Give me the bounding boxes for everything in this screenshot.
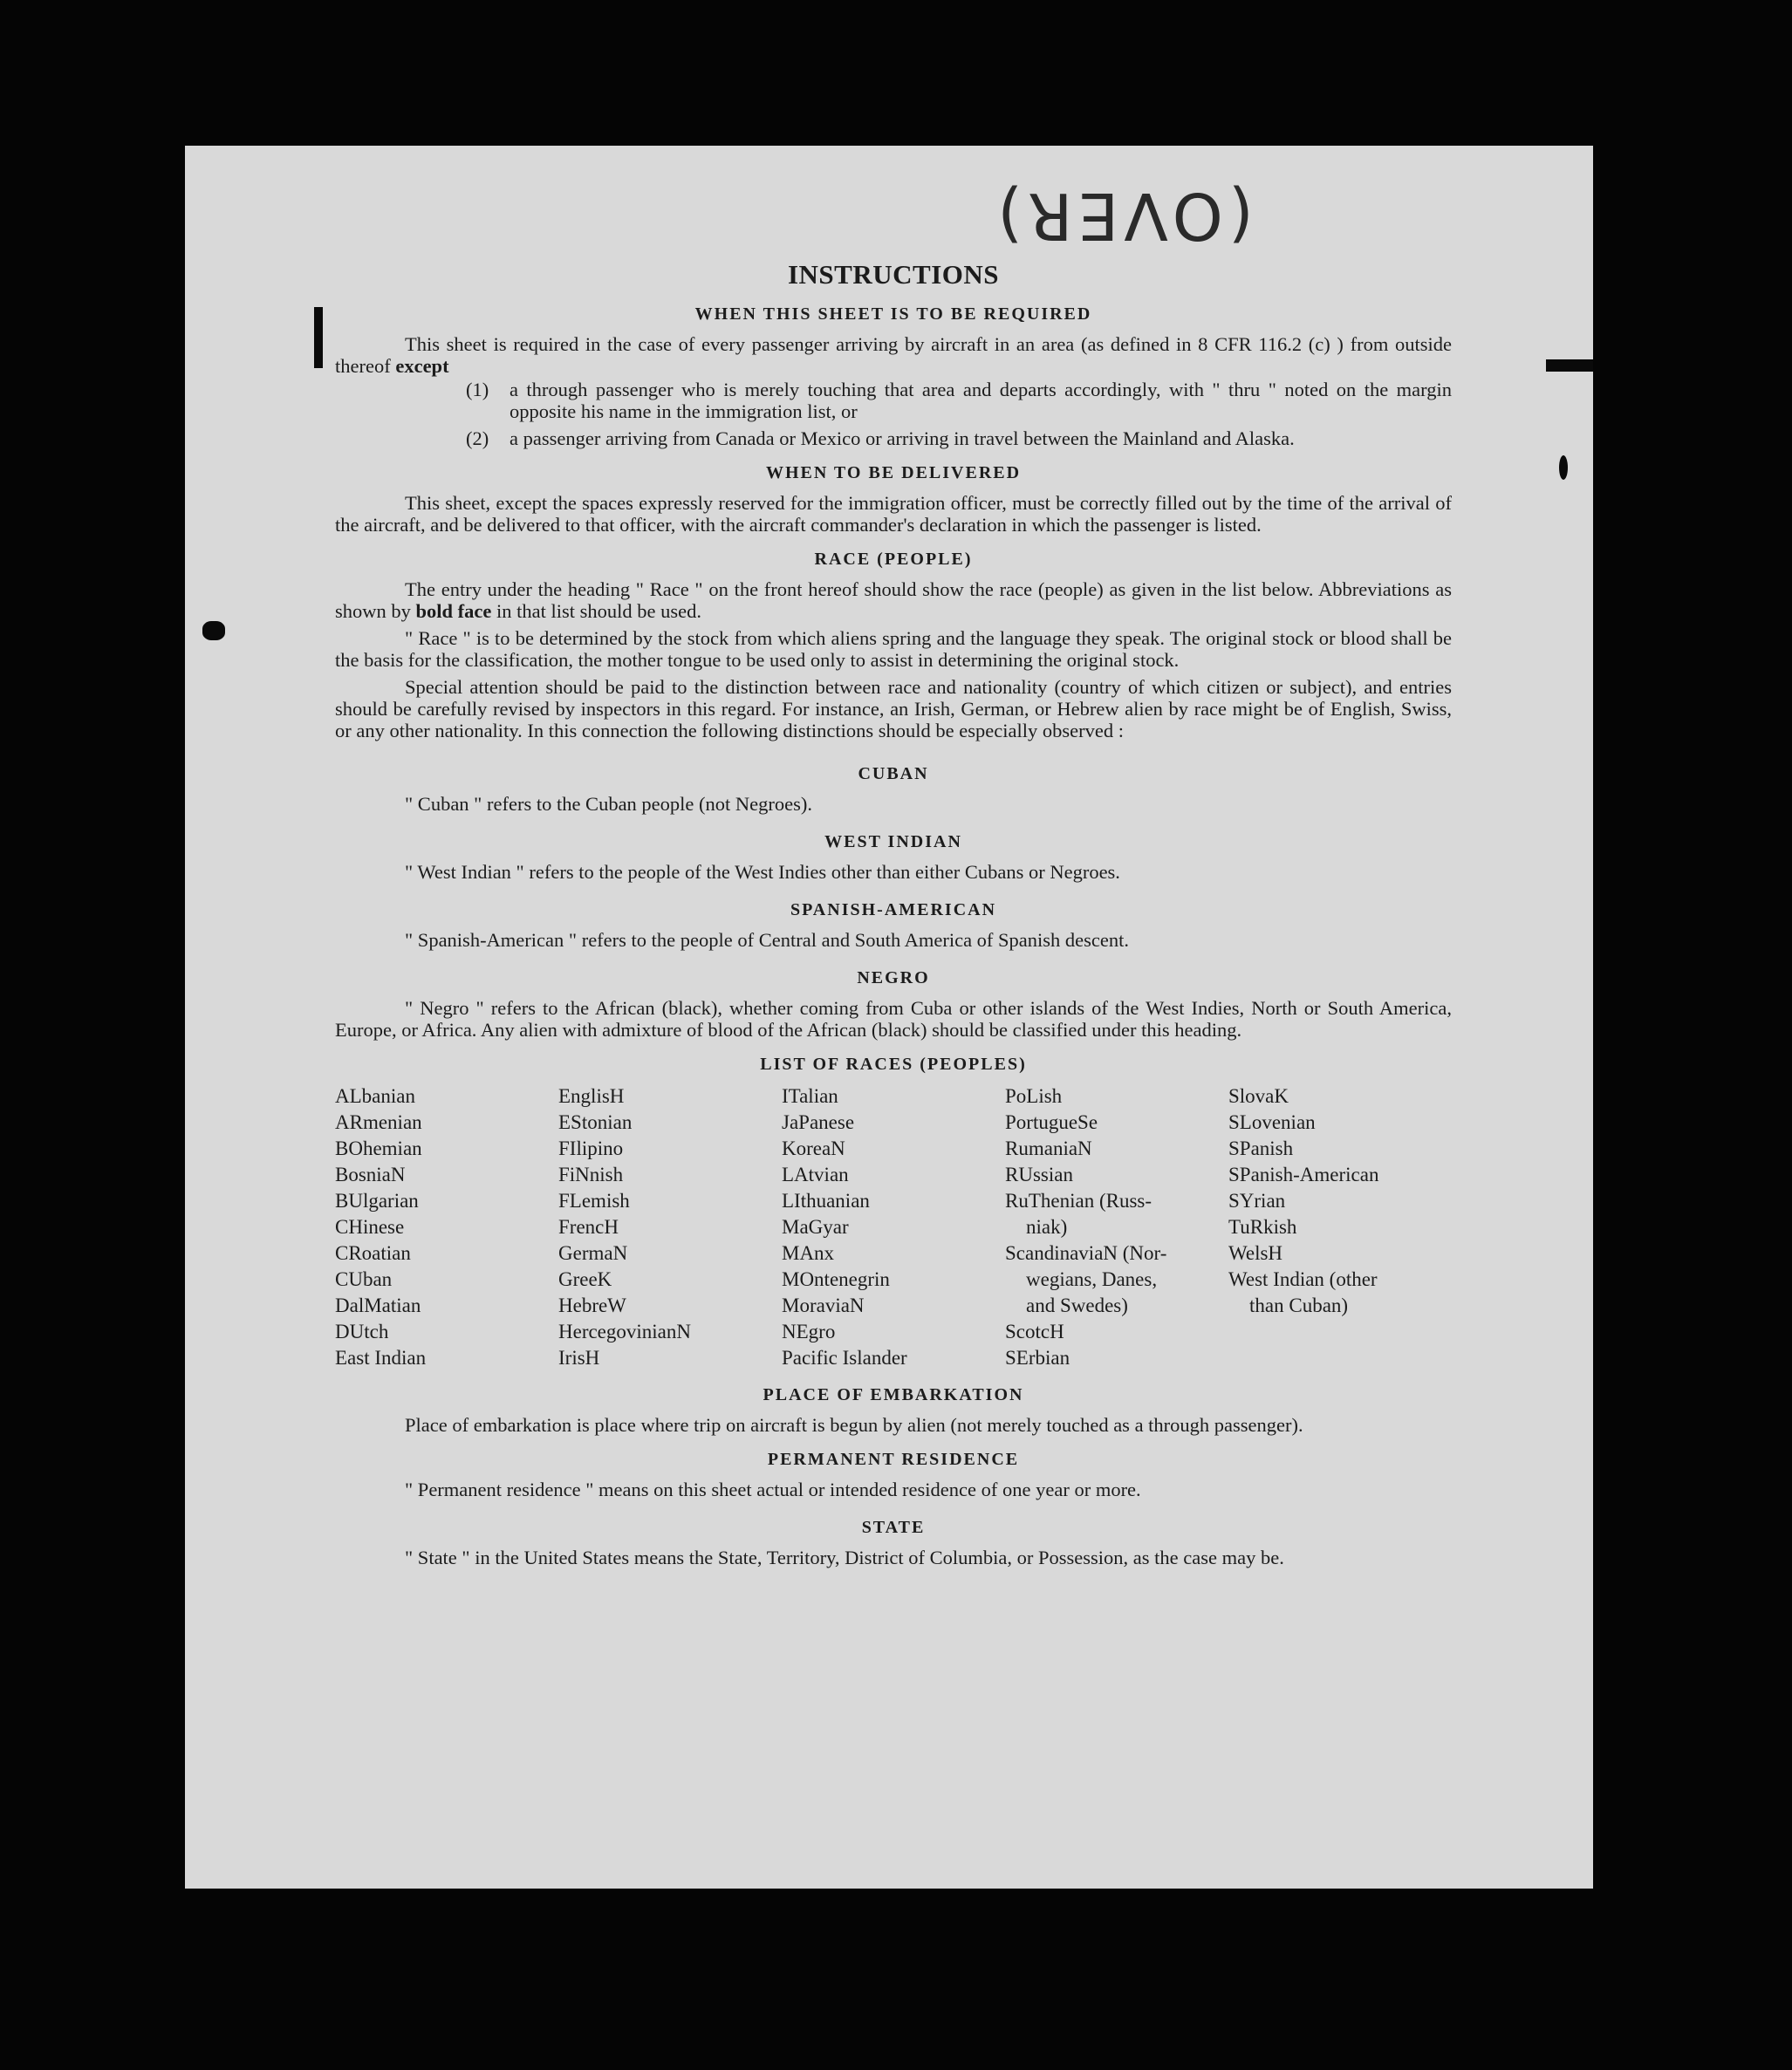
- race-entry: PoLish: [1005, 1085, 1063, 1107]
- race-entry: Pacific Islander: [782, 1347, 907, 1369]
- race-entry: GreeK: [558, 1268, 612, 1290]
- race-entry: DalMatian: [335, 1295, 421, 1316]
- race-entry: BOhemian: [335, 1137, 422, 1159]
- race-entry: SlovaK: [1228, 1085, 1289, 1107]
- race-entry: FIlipino: [558, 1137, 624, 1159]
- race-entry: MaGyar: [782, 1216, 849, 1238]
- race-paragraph-1: [335, 578, 1452, 622]
- race-entry: ALbanian: [335, 1085, 415, 1107]
- race-entry: FiNnish: [558, 1164, 624, 1185]
- section-heading-list-of-races: LIST OF RACES (PEOPLES): [760, 1055, 1027, 1074]
- race-p1-bold: bold face: [415, 600, 492, 622]
- exception-item: [466, 379, 1452, 422]
- race-entry: RUssian: [1005, 1164, 1073, 1185]
- section-heading-negro: NEGRO: [857, 968, 930, 987]
- section-heading-delivered: WHEN TO BE DELIVERED: [765, 463, 1022, 482]
- races-list: [335, 1083, 1452, 1371]
- race-entry: TuRkish: [1228, 1216, 1297, 1238]
- race-p1-text-a: The entry under the heading " Race " on the front hereof should show the race (people) as given in the list below. Abbreviations as shown by: [335, 578, 1452, 622]
- section-heading-spanish-american: SPANISH-AMERICAN: [790, 900, 997, 919]
- race-entry: LAtvian: [782, 1164, 849, 1185]
- west-indian-text: " West Indian " refers to the people of the West Indies other than either Cubans or Negroes.: [405, 861, 1120, 883]
- race-entry: HebreW: [558, 1295, 626, 1316]
- margin-ink-mark: [202, 621, 225, 640]
- race-entry: FrencH: [558, 1216, 619, 1238]
- race-entry: MOntenegrin: [782, 1268, 890, 1290]
- negro-text: " Negro " refers to the African (black), whether coming from Cuba or other islands of the West Indies, North or South America, Europe, or Africa. Any alien with admixture of blood of the African (black) should be classified under this heading.: [335, 997, 1452, 1041]
- exception-number: (1): [466, 379, 489, 400]
- race-entry: FLemish: [558, 1190, 630, 1212]
- race-entry: ScotcH: [1005, 1321, 1064, 1342]
- section-heading-embarkation: PLACE OF EMBARKATION: [763, 1385, 1024, 1404]
- embarkation-text: Place of embarkation is place where trip on aircraft is begun by alien (not merely touched as a through passenger).: [405, 1414, 1303, 1436]
- race-entry: MAnx: [782, 1242, 835, 1264]
- exception-item: [466, 427, 1452, 449]
- races-column: [1228, 1083, 1452, 1371]
- race-entry: PortugueSe: [1005, 1111, 1098, 1133]
- race-entry: BUlgarian: [335, 1190, 419, 1212]
- state-text: " State " in the United States means the State, Territory, District of Columbia, or Possession, as the case may be.: [405, 1547, 1284, 1568]
- margin-ink-mark: [314, 307, 323, 368]
- race-entry: LIthuanian: [782, 1190, 870, 1212]
- races-column: [335, 1083, 558, 1371]
- exception-text: a through passenger who is merely touching that area and departs accordingly, with " thru " noted on the margin opposite his name in the immigration list, or: [510, 379, 1452, 422]
- race-entry: CRoatian: [335, 1242, 411, 1264]
- race-entry: CHinese: [335, 1216, 405, 1238]
- section-heading-race: RACE (PEOPLE): [814, 550, 973, 569]
- race-entry: SLovenian: [1228, 1111, 1316, 1133]
- race-entry: BosniaN: [335, 1164, 406, 1185]
- cuban-text: " Cuban " refers to the Cuban people (not Negroes).: [405, 793, 812, 815]
- section-heading-required: WHEN THIS SHEET IS TO BE REQUIRED: [694, 304, 1092, 324]
- race-entry: NEgro: [782, 1321, 836, 1342]
- exception-text: a passenger arriving from Canada or Mexico or arriving in travel between the Mainland and Alaska.: [510, 427, 1295, 449]
- races-column: [558, 1083, 782, 1371]
- race-entry: SPanish-American: [1228, 1164, 1379, 1185]
- races-column: [1005, 1083, 1228, 1371]
- race-entry: SYrian: [1228, 1190, 1286, 1212]
- race-entry: WelsH: [1228, 1242, 1283, 1264]
- race-entry: West Indian (other: [1228, 1268, 1378, 1290]
- document-page: [185, 146, 1593, 1889]
- delivered-text: This sheet, except the spaces expressly reserved for the immigration officer, must be correctly filled out by the time of the arrival of the aircraft, and be delivered to that officer, with the aircraft commander's declaration in which the passenger is listed.: [335, 492, 1452, 536]
- race-p1-text-b: in that list should be used.: [496, 600, 702, 622]
- race-entry: niak): [1026, 1216, 1068, 1238]
- section-heading-residence: PERMANENT RESIDENCE: [767, 1450, 1020, 1469]
- race-entry: EnglisH: [558, 1085, 625, 1107]
- page-title: INSTRUCTIONS: [787, 259, 999, 290]
- races-column: [782, 1083, 1005, 1371]
- race-entry: and Swedes): [1026, 1295, 1128, 1316]
- race-entry: RumaniaN: [1005, 1137, 1092, 1159]
- race-entry: KoreaN: [782, 1137, 845, 1159]
- handwritten-over-note: (OVER): [992, 178, 1254, 253]
- race-entry: ITalian: [782, 1085, 838, 1107]
- race-entry: IrisH: [558, 1347, 600, 1369]
- race-entry: SPanish: [1228, 1137, 1294, 1159]
- margin-ink-mark: [1546, 359, 1593, 372]
- race-entry: East Indian: [335, 1347, 427, 1369]
- race-entry: wegians, Danes,: [1026, 1268, 1158, 1290]
- race-entry: CUban: [335, 1268, 393, 1290]
- race-entry: ARmenian: [335, 1111, 422, 1133]
- race-entry: than Cuban): [1249, 1295, 1349, 1316]
- required-intro-except: except: [395, 355, 449, 377]
- race-entry: EStonian: [558, 1111, 633, 1133]
- margin-ink-mark: [1559, 455, 1568, 480]
- section-heading-cuban: CUBAN: [858, 764, 929, 783]
- race-entry: JaPanese: [782, 1111, 855, 1133]
- race-entry: ScandinaviaN (Nor-: [1005, 1242, 1167, 1264]
- section-heading-west-indian: WEST INDIAN: [824, 832, 962, 851]
- exception-number: (2): [466, 427, 489, 449]
- race-entry: HercegovinianN: [558, 1321, 691, 1342]
- race-entry: SErbian: [1005, 1347, 1070, 1369]
- spanish-american-text: " Spanish-American " refers to the people of Central and South America of Spanish descent.: [405, 929, 1130, 951]
- section-heading-state: STATE: [861, 1518, 926, 1537]
- instructions-content: [335, 259, 1452, 1568]
- race-entry: GermaN: [558, 1242, 628, 1264]
- race-paragraph-2: " Race " is to be determined by the stock from which aliens spring and the language they speak. The original stock or blood shall be the basis for the classification, the mother tongue to be used only to assist in determining the original stock.: [335, 627, 1452, 671]
- race-entry: MoraviaN: [782, 1295, 865, 1316]
- required-intro-text: This sheet is required in the case of every passenger arriving by aircraft in an area (as defined in 8 CFR 116.2 (c) ) from outside thereof: [335, 333, 1452, 377]
- race-paragraph-3: Special attention should be paid to the distinction between race and nationality (country of which citizen or subject), and entries should be carefully revised by inspectors in this regard. For instance, an Irish, German, or Hebrew alien by race might be of English, Swiss, or any other nationality. In this connection the following distinctions should be especially observed :: [335, 676, 1452, 741]
- race-entry: RuThenian (Russ-: [1005, 1190, 1152, 1212]
- race-entry: DUtch: [335, 1321, 389, 1342]
- required-intro: [335, 333, 1452, 377]
- residence-text: " Permanent residence " means on this sheet actual or intended residence of one year or more.: [405, 1479, 1141, 1500]
